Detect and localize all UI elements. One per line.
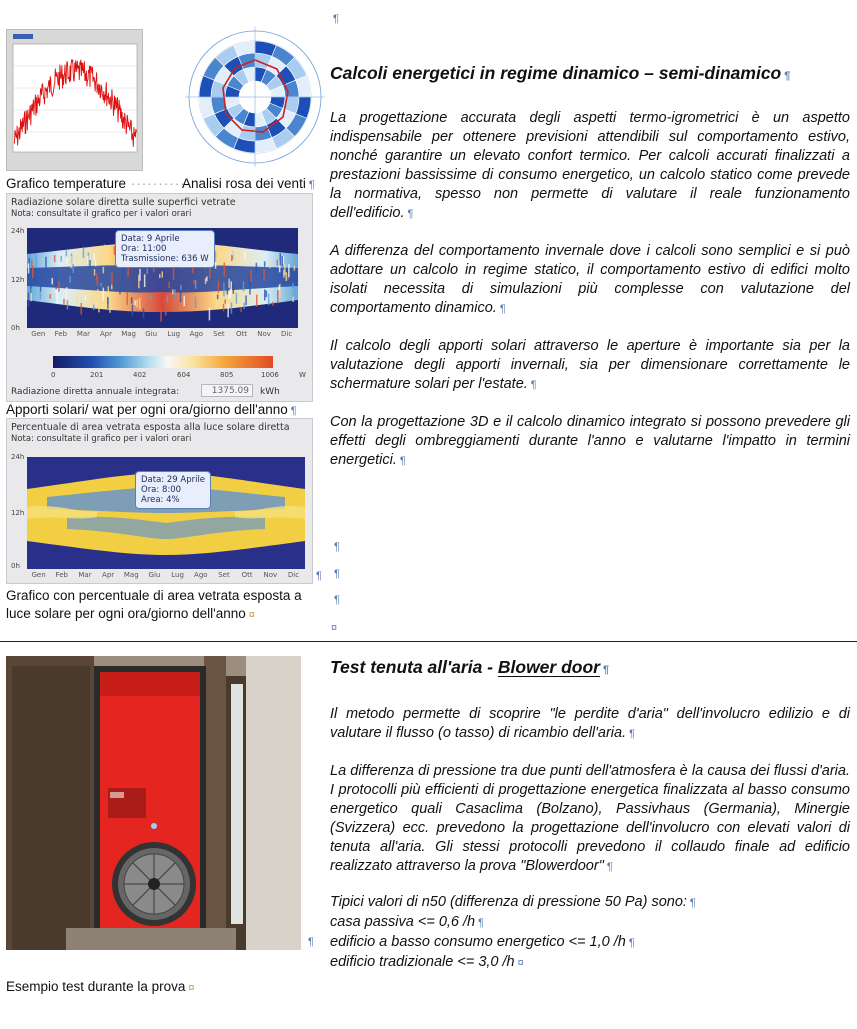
paragraph-4: Con la progettazione 3D e il calcolo dinamico integrato si possono prevedere gli effetti degli ombreggiamenti durante l'anno e valutarne l'impatto in termini energetici. ¶ <box>330 414 850 468</box>
paragraph-2: A differenza del comportamento invernale dove i calcoli sono semplici e si può adottare un calcolo in regime statico, il comportamento estivo di edifici molto isolati necessita di simulazioni più complesse con valutazione del comportamento dinamico. ¶ <box>330 243 850 316</box>
paragraph-1: La progettazione accurata degli aspetti termo-igrometrici è un aspetto indispensabile per ottenere previsioni attendibili sul comportamento estivo, nonché garantire un elevato confort termico. Per calcoli accurati finalizzati a prestazioni bassissime di consumo energetico, un calcolo statico come prevede la normativa, spesso non permette di valutare il reale funzionamento dell'edificio. ¶ <box>330 110 850 221</box>
n50-value-low-energy: edificio a basso consumo energetico <= 1,0 /h ¶ <box>330 934 635 950</box>
color-scale-bar <box>53 356 273 368</box>
scale-unit: W <box>299 371 306 379</box>
blower-paragraph-1: Il metodo permette di scoprire "le perdite d'aria" dell'involucro edilizio e di valutare il flusso (o tasso) di ricambio dell'aria. ¶ <box>330 706 850 741</box>
caption-temperature: Grafico temperature ·········· <box>6 176 186 191</box>
pilcrow-photo: ¶ <box>308 936 314 948</box>
section-heading-dynamic-calc: Calcoli energetici in regime dinamico – semi-dinamico ¶ <box>330 63 791 83</box>
scale-label-604: 604 <box>177 371 191 379</box>
solar-radiation-tooltip: Data: 9 Aprile Ora: 11:00 Trasmissione: 636 W <box>115 230 215 268</box>
pilcrow-blank-2: ¶ <box>334 568 340 580</box>
caption-wind-rose: Analisi rosa dei venti ¶ <box>182 176 315 191</box>
scale-label-201: 201 <box>90 371 104 379</box>
glazed-area-note: Nota: consultate il grafico per i valori orari <box>11 434 192 444</box>
scale-label-402: 402 <box>133 371 147 379</box>
n50-intro: Tipici valori di n50 (differenza di pressione 50 Pa) sono: ¶ <box>330 894 696 910</box>
y-label-24h: 24h <box>11 227 25 235</box>
temperature-chart-image <box>6 29 143 171</box>
n50-value-passive: casa passiva <= 0,6 /h ¶ <box>330 914 485 930</box>
glazed-area-tooltip: Data: 29 Aprile Ora: 8:00 Area: 4% <box>135 471 211 509</box>
glazed-area-title: Percentuale di area vetrata esposta alla luce solare diretta <box>11 422 290 433</box>
caption-blower-door: Esempio test durante la prova ¤ <box>6 979 195 994</box>
glazed-area-panel <box>6 418 313 584</box>
caption-solar-gains: Apporti solari/ wat per ogni ora/giorno dell'anno ¶ <box>6 402 297 417</box>
months-axis: Gen Feb Mar Apr Mag Giu Lug Ago Set Ott Nov Dic <box>31 330 293 338</box>
annual-radiation-unit: kWh <box>260 387 280 397</box>
paragraph-3: Il calcolo degli apporti solari attraverso le aperture è importante sia per la valutazione degli apporti invernali, sia per dimensionare correttamente le schermature solari per l'estate. ¶ <box>330 338 850 392</box>
solar-radiation-panel <box>6 193 313 402</box>
blower-door-text <box>330 705 850 973</box>
annual-radiation-label: Radiazione diretta annuale integrata: <box>11 387 180 397</box>
y-label-12h: 12h <box>11 276 25 284</box>
y2-label-0h: 0h <box>11 562 20 570</box>
blower-door-photo <box>6 656 301 950</box>
cell-end-mark: ¤ <box>331 622 338 634</box>
y2-label-24h: 24h <box>11 453 25 461</box>
dynamic-calc-text <box>330 109 850 489</box>
pilcrow-blank-1: ¶ <box>334 541 340 553</box>
solar-radiation-note: Nota: consultate il grafico per i valori orari <box>11 209 192 219</box>
wind-rose-image <box>185 22 325 172</box>
scale-label-0: 0 <box>51 371 56 379</box>
section-heading-blower-door: Test tenuta all'aria - Blower door ¶ <box>330 657 610 677</box>
pilcrow-top: ¶ <box>333 13 339 25</box>
scale-label-805: 805 <box>220 371 234 379</box>
months-axis-2: Gen Feb Mar Apr Mag Giu Lug Ago Set Ott Nov Dic <box>31 571 300 579</box>
caption-glazed-area: Grafico con percentuale di area vetrata esposta a luce solare per ogni ora/giorno dell'anno ¤ <box>6 588 302 621</box>
annual-radiation-value-field: 1375.09 <box>201 384 253 397</box>
pilcrow-mark: ¶ <box>316 570 322 582</box>
pilcrow-blank-3: ¶ <box>334 594 340 606</box>
section-divider <box>0 641 857 642</box>
n50-values-block <box>330 893 850 973</box>
blower-paragraph-2: La differenza di pressione tra due punti dell'atmosfera è la causa dei flussi d'aria. I protocolli più efficienti di progettazione energetica finalizzata al basso consumo energetico quali Casaclima (Bolzano), Passivhaus (Germania), Minergie (Svizzera) ecc. prevedono la progettazione dell'involucro con elevati valori di tenuta all'aria. Gli stessi protocolli prevedono il collaudo finale ad edificio realizzato attraverso la prova "Blowerdoor" ¶ <box>330 763 850 874</box>
y-label-0h: 0h <box>11 324 20 332</box>
scale-label-1006: 1006 <box>261 371 279 379</box>
solar-radiation-title: Radiazione solare diretta sulle superfici vetrate <box>11 197 236 208</box>
n50-value-traditional: edificio tradizionale <= 3,0 /h ¤ <box>330 954 524 970</box>
y2-label-12h: 12h <box>11 509 25 517</box>
